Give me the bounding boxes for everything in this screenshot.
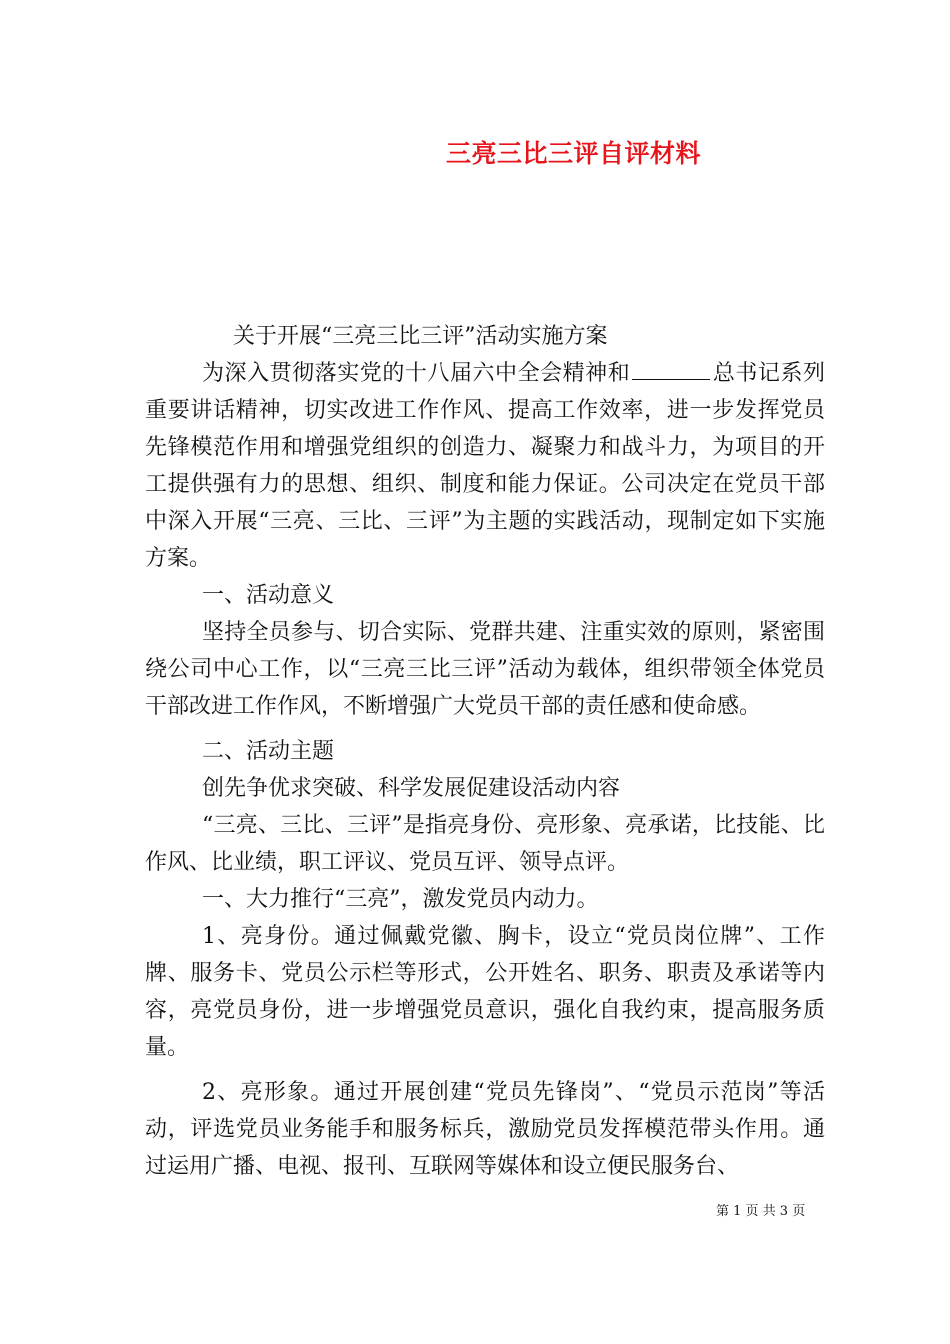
item1-paragraph: 1、亮身份。通过佩戴党徽、胸卡，设立“党员岗位牌”、工作牌、服务卡、党员公示栏等形式，公开姓名、职务、职责及承诺等内容，亮党员身份，进一步增强党员意识，强化自我约束，提高服务质量。 bbox=[145, 924, 825, 1060]
section2-heading: 二、活动主题 bbox=[202, 739, 335, 764]
intro-text-end: 总书记系列重要讲话精神，切实改进工作作风、提高工作效率，进一步发挥党员先锋模范作用和增强党组织的创造力、凝聚力和战斗力，为项目的开工提供强有力的思想、组织、制度和能力保证。公司决定在党员干部中深入开展“三亮、三比、三评”为主题的实践活动，现制定如下实施方案。 bbox=[145, 361, 825, 571]
section2-theme: 创先争优求突破、科学发展促建设活动内容 bbox=[202, 776, 621, 801]
plan-subtitle: 关于开展“三亮三比三评”活动实施方案 bbox=[233, 324, 608, 349]
section1-heading: 一、活动意义 bbox=[202, 583, 335, 608]
name-blank bbox=[632, 359, 710, 380]
intro-paragraph bbox=[145, 355, 825, 577]
intro-text-start: 为深入贯彻落实党的十八届六中全会精神和 bbox=[202, 361, 631, 386]
item2-paragraph: 2、亮形象。通过开展创建“党员先锋岗”、“党员示范岗”等活动，评选党员业务能手和服务标兵，激励党员发挥模范带头作用。通过运用广播、电视、报刊、互联网等媒体和设立便民服务台、 bbox=[145, 1080, 825, 1179]
document-title: 三亮三比三评自评材料 bbox=[446, 139, 702, 168]
part1-heading: 一、大力推行“三亮”，激发党员内动力。 bbox=[202, 887, 599, 912]
page-number: 第 1 页 共 3 页 bbox=[716, 1204, 806, 1219]
section1-paragraph: 坚持全员参与、切合实际、党群共建、注重实效的原则，紧密围绕公司中心工作，以“三亮三比三评”活动为载体，组织带领全体党员干部改进工作作风，不断增强广大党员干部的责任感和使命感。 bbox=[145, 620, 825, 719]
document-body bbox=[145, 318, 825, 1185]
section2-paragraph: “三亮、三比、三评”是指亮身份、亮形象、亮承诺，比技能、比作风、比业绩，职工评议、党员互评、领导点评。 bbox=[145, 813, 825, 875]
